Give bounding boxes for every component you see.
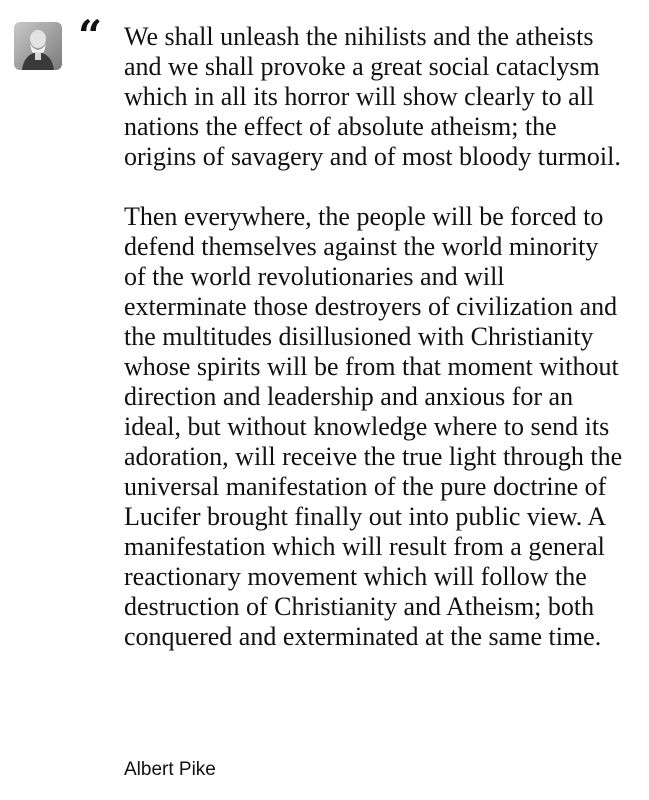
author-avatar	[14, 22, 62, 70]
quote-paragraph-1: We shall unleash the nihilists and the atheists and we shall provoke a great social cataclysm which in all its horror will show clearly to all nations the effect of absolute atheism; the origins of savagery and of most bloody turmoil.	[124, 22, 621, 171]
portrait-photo-icon	[14, 22, 62, 70]
quote-author: Albert Pike	[124, 759, 216, 780]
quote-mark-icon: “	[78, 11, 103, 60]
quote-paragraph-2: Then everywhere, the people will be forced to defend themselves against the world minority of the world revolutionaries and will exterminate those destroyers of civilization and the multitudes disillusioned with Christianity whose spirits will be from that moment without direction and leadership and anxious for an ideal, but without knowledge where to send its adoration, will receive the true light through the universal manifestation of the pure doctrine of Lucifer brought finally out into public view. A manifestation which will result from a general reactionary movement which will follow the destruction of Christianity and Atheism; both conquered and exterminated at the same time.	[124, 202, 623, 651]
quote-text	[124, 22, 624, 652]
